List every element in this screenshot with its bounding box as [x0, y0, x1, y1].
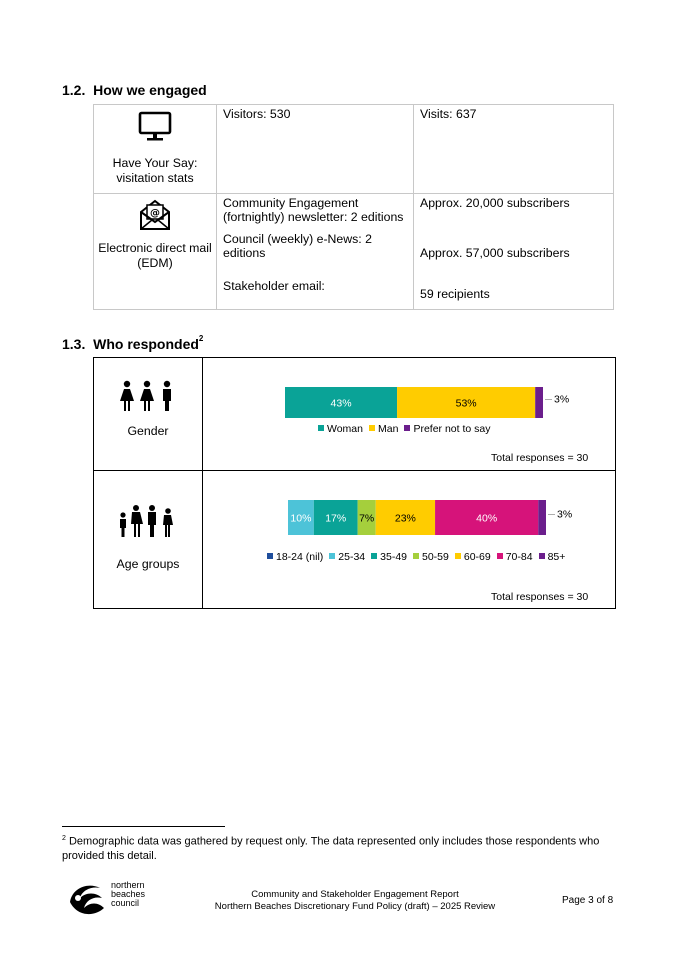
section-heading-who-responded — [62, 336, 203, 352]
legend-item — [267, 551, 323, 563]
table-cell — [414, 194, 614, 310]
footnote-marker: 2 — [62, 835, 66, 842]
section-number: 1.3. — [62, 336, 86, 352]
gender-legend — [318, 423, 496, 435]
legend-label: 50-59 — [422, 551, 449, 563]
table-row — [94, 194, 614, 310]
logo-word: council — [111, 898, 140, 908]
email-envelope-icon — [138, 198, 172, 232]
visitors-value: Visitors: 530 — [223, 107, 291, 121]
section-heading-how-we-engaged — [62, 82, 207, 98]
legend-swatch — [371, 553, 377, 559]
bar-segment-prefer-not-to-say — [535, 387, 543, 418]
stakeholder-recipients: 59 recipients — [420, 287, 490, 301]
legend-swatch — [413, 553, 419, 559]
data-label: 23% — [394, 512, 416, 525]
data-label: 53% — [455, 397, 477, 410]
legend-label: 35-49 — [380, 551, 407, 563]
table-cell — [217, 194, 414, 310]
legend-item — [318, 423, 363, 435]
data-label: 10% — [290, 512, 312, 525]
age-groups-label: Age groups — [116, 557, 180, 571]
table-cell — [217, 105, 414, 194]
logo-word: beaches — [111, 889, 146, 899]
data-label: 3% — [557, 508, 573, 521]
legend-item — [369, 423, 398, 435]
bar-segment-85- — [538, 500, 546, 535]
gender-total-responses: Total responses = 30 — [491, 452, 589, 464]
visits-value: Visits: 637 — [420, 107, 477, 121]
legend-swatch — [369, 425, 375, 431]
legend-label: 25-34 — [338, 551, 366, 563]
channel-label: Electronic direct mail (EDM) — [98, 241, 212, 270]
enews-subscribers: Approx. 57,000 subscribers — [420, 246, 570, 260]
legend-label: Man — [378, 423, 399, 435]
data-label: 7% — [359, 512, 375, 525]
legend-label: 85+ — [547, 551, 566, 563]
legend-item — [404, 423, 490, 435]
legend-label: Woman — [327, 423, 363, 435]
engagement-table — [93, 104, 614, 310]
page-number: Page 3 of 8 — [562, 895, 614, 906]
stakeholder-email-label: Stakeholder email: — [223, 279, 325, 293]
channel-cell — [94, 194, 217, 310]
respondents-panel — [93, 357, 616, 609]
respondent-charts — [94, 358, 615, 608]
legend-swatch — [267, 553, 273, 559]
age-total-responses: Total responses = 30 — [491, 591, 589, 603]
footnote — [62, 832, 622, 863]
footnote-divider — [62, 826, 225, 827]
legend-swatch — [455, 553, 461, 559]
monitor-icon — [137, 111, 173, 143]
channel-cell — [94, 105, 217, 194]
legend-swatch — [318, 425, 324, 431]
footnote-ref: 2 — [198, 334, 204, 343]
legend-swatch — [329, 553, 335, 559]
council-logo-text — [111, 881, 145, 908]
legend-item — [413, 551, 449, 563]
table-row — [94, 105, 614, 194]
legend-swatch — [539, 553, 545, 559]
legend-swatch — [497, 553, 503, 559]
footnote-text: Demographic data was gathered by request only. The data represented only includes those respondents who provided this detail. — [62, 835, 600, 862]
section-title: Who responded — [93, 336, 199, 352]
svg-text:@: @ — [150, 208, 160, 219]
footer-title — [200, 889, 510, 913]
legend-item — [497, 551, 533, 563]
section-number: 1.2. — [62, 82, 86, 98]
newsletter-editions: Community Engagement (fortnightly) newsletter: 2 editions — [223, 196, 404, 224]
section-title: How we engaged — [93, 82, 207, 98]
newsletter-subscribers: Approx. 20,000 subscribers — [420, 196, 570, 210]
channel-label: Have Your Say: visitation stats — [112, 156, 198, 185]
footer-line-2: Northern Beaches Discretionary Fund Policy (draft) – 2025 Review — [214, 901, 496, 912]
legend-item — [455, 551, 491, 563]
footer-line-1: Community and Stakeholder Engagement Report — [251, 889, 459, 900]
legend-label: Prefer not to say — [413, 423, 491, 435]
enews-editions: Council (weekly) e-News: 2 editions — [223, 232, 372, 260]
data-label: 3% — [554, 393, 570, 406]
legend-item — [539, 551, 566, 563]
gender-label: Gender — [127, 424, 169, 438]
legend-label: 70-84 — [505, 551, 533, 563]
logo-word: northern — [111, 880, 145, 890]
legend-swatch — [404, 425, 410, 431]
data-label: 40% — [476, 512, 498, 525]
legend-label: 60-69 — [463, 551, 491, 563]
data-label: 43% — [330, 397, 352, 410]
age-legend — [267, 551, 571, 563]
council-logo-icon — [66, 880, 108, 918]
legend-item — [371, 551, 407, 563]
data-label: 17% — [325, 512, 347, 525]
table-cell — [414, 105, 614, 194]
legend-item — [329, 551, 365, 563]
legend-label: 18-24 (nil) — [276, 551, 324, 563]
